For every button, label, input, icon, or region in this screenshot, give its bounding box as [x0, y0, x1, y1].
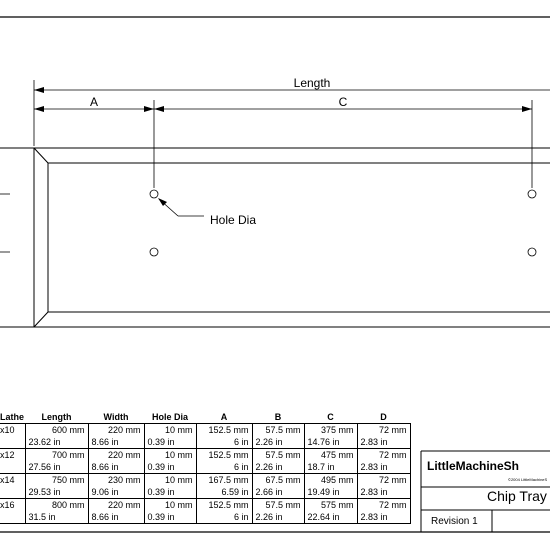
table-cell: 72 mm	[357, 474, 410, 487]
table-row	[0, 499, 410, 512]
table-row	[0, 486, 410, 499]
table-cell: 6 in	[196, 461, 252, 474]
table-cell: 700 mm	[25, 449, 88, 462]
table-cell: 0.39 in	[144, 511, 196, 524]
table-row	[0, 424, 410, 437]
hole-dia-callout: Hole Dia	[210, 213, 257, 227]
table-cell: 2.83 in	[357, 461, 410, 474]
table-cell: 475 mm	[304, 449, 357, 462]
mounting-hole-top-right	[528, 190, 536, 198]
table-cell: 2.83 in	[357, 436, 410, 449]
header-lathe: Lathe	[0, 411, 25, 422]
table-row	[0, 511, 410, 524]
table-cell: 220 mm	[88, 449, 144, 462]
table-cell: 2.83 in	[357, 486, 410, 499]
table-cell: 575 mm	[304, 499, 357, 512]
header-a: A	[220, 411, 228, 422]
table-cell: 72 mm	[357, 424, 410, 437]
table-cell: 167.5 mm	[196, 474, 252, 487]
table-cell: 750 mm	[25, 474, 88, 487]
table-cell: 8.66 in	[88, 461, 144, 474]
table-cell: 29.53 in	[25, 486, 88, 499]
lathe-cell	[0, 511, 25, 524]
header-hole-dia: Hole Dia	[151, 411, 188, 422]
table-cell: 220 mm	[88, 499, 144, 512]
table-cell: 2.26 in	[252, 511, 304, 524]
table-cell: 27.56 in	[25, 461, 88, 474]
table-row	[0, 449, 410, 462]
table-cell: 230 mm	[88, 474, 144, 487]
dimension-label-a: A	[89, 95, 99, 109]
revision-label: Revision 1	[431, 516, 478, 527]
table-cell: 0.39 in	[144, 461, 196, 474]
lathe-cell	[0, 436, 25, 449]
table-cell: 31.5 in	[25, 511, 88, 524]
table-cell: 14.76 in	[304, 436, 357, 449]
table-cell: 67.5 mm	[252, 474, 304, 487]
table-cell: 2.26 in	[252, 461, 304, 474]
lathe-cell	[0, 486, 25, 499]
table-row	[0, 461, 410, 474]
lathe-cell: x16	[0, 499, 25, 512]
header-c: C	[327, 411, 334, 422]
part-title: Chip Tray	[487, 488, 547, 504]
table-cell: 152.5 mm	[196, 499, 252, 512]
dimension-label-c: C	[338, 95, 348, 109]
table-cell: 0.39 in	[144, 436, 196, 449]
table-cell: 600 mm	[25, 424, 88, 437]
table-cell: 220 mm	[88, 424, 144, 437]
table-cell: 18.7 in	[304, 461, 357, 474]
arrowhead-a-right	[144, 106, 154, 112]
arrowhead-c-right	[522, 106, 532, 112]
mounting-hole-bottom-right	[528, 248, 536, 256]
table-cell: 72 mm	[357, 449, 410, 462]
header-d: D	[380, 411, 387, 422]
table-cell: 152.5 mm	[196, 449, 252, 462]
mounting-hole-bottom-left	[150, 248, 158, 256]
table-cell: 23.62 in	[25, 436, 88, 449]
lathe-cell: x14	[0, 474, 25, 487]
table-cell: 375 mm	[304, 424, 357, 437]
table-cell: 8.66 in	[88, 511, 144, 524]
table-cell: 22.64 in	[304, 511, 357, 524]
header-length: Length	[41, 411, 72, 422]
arrowhead-c-left	[154, 106, 164, 112]
table-cell: 10 mm	[144, 449, 196, 462]
table-cell: 57.5 mm	[252, 424, 304, 437]
copyright-notice: ©2004 LittleMachineS	[508, 477, 548, 482]
tray-outline	[0, 148, 550, 327]
table-header-row	[0, 410, 410, 424]
table-cell: 10 mm	[144, 499, 196, 512]
header-width: Width	[103, 411, 129, 422]
table-cell: 6 in	[196, 436, 252, 449]
lathe-cell: x10	[0, 424, 25, 437]
mounting-hole-top-left	[150, 190, 158, 198]
table-cell: 152.5 mm	[196, 424, 252, 437]
table-cell: 9.06 in	[88, 486, 144, 499]
table-cell: 2.26 in	[252, 436, 304, 449]
arrowhead-length-left	[34, 87, 44, 93]
header-b: B	[274, 411, 282, 422]
table-cell: 2.66 in	[252, 486, 304, 499]
table-cell: 8.66 in	[88, 436, 144, 449]
table-cell: 57.5 mm	[252, 449, 304, 462]
table-cell: 0.39 in	[144, 486, 196, 499]
brand-name: LittleMachineSh	[427, 459, 520, 473]
table-cell: 10 mm	[144, 474, 196, 487]
lathe-cell: x12	[0, 449, 25, 462]
specification-table	[0, 410, 411, 524]
table-cell: 72 mm	[357, 499, 410, 512]
table-cell: 6 in	[196, 511, 252, 524]
table-row	[0, 474, 410, 487]
table-cell: 6.59 in	[196, 486, 252, 499]
table-row	[0, 436, 410, 449]
table-cell: 495 mm	[304, 474, 357, 487]
lathe-cell	[0, 461, 25, 474]
table-cell: 2.83 in	[357, 511, 410, 524]
table-cell: 800 mm	[25, 499, 88, 512]
table-cell: 57.5 mm	[252, 499, 304, 512]
arrowhead-a-left	[34, 106, 44, 112]
table-cell: 19.49 in	[304, 486, 357, 499]
dimension-label-length: Length	[293, 76, 331, 90]
title-block	[421, 451, 550, 531]
table-cell: 10 mm	[144, 424, 196, 437]
